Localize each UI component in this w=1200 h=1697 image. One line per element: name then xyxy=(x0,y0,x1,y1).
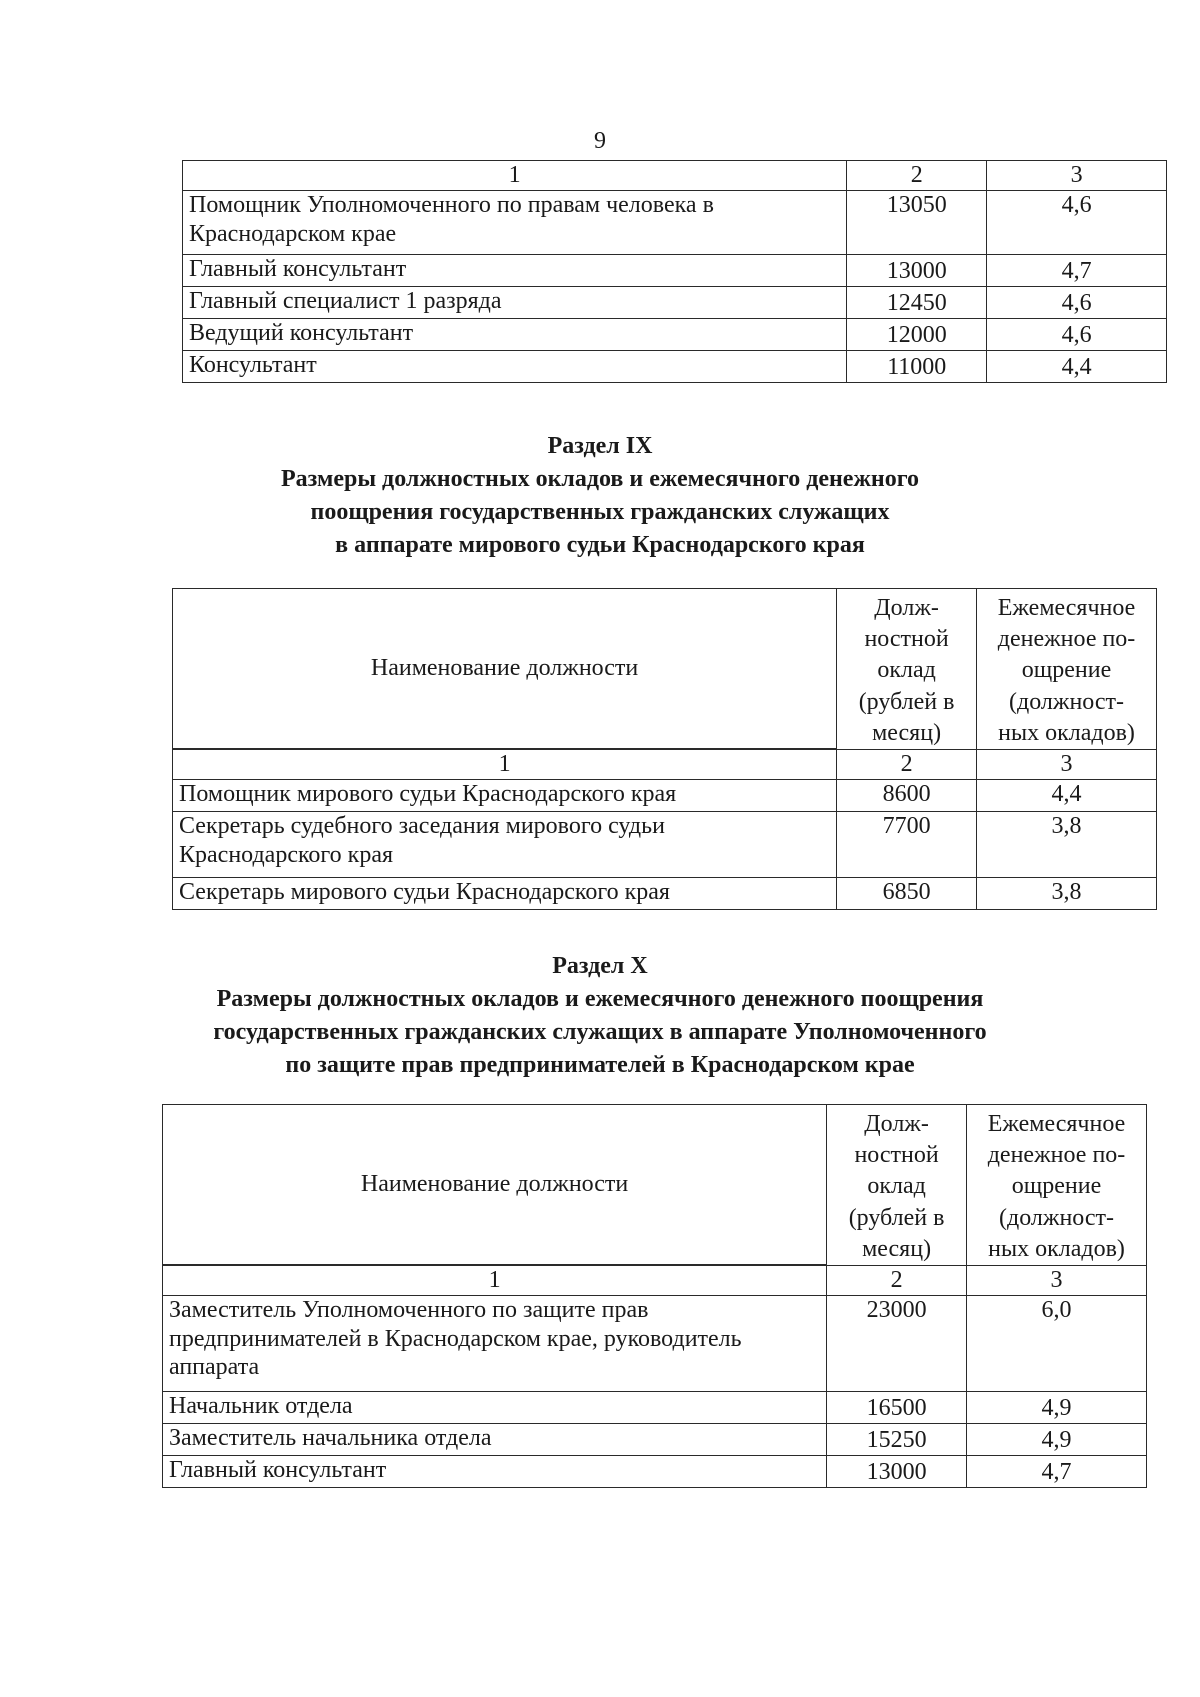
section-title-line: Размеры должностных окладов и ежемесячного денежного поощрения xyxy=(216,986,984,1012)
header-line: (рублей в xyxy=(848,1204,945,1231)
header-bonus xyxy=(967,1105,1147,1266)
header-line: ных окладов) xyxy=(988,1235,1125,1262)
section-9-title xyxy=(0,430,1200,562)
position-name: Секретарь судебного заседания мирового судьи Краснодарского края xyxy=(173,811,837,877)
section-title-line: государственных гражданских служащих в аппарате Уполномоченного xyxy=(213,1019,987,1045)
salary-cell: 12000 xyxy=(847,318,987,350)
bonus-cell: 4,6 xyxy=(987,190,1167,254)
header-line: ощрение xyxy=(1021,657,1112,684)
salary-cell: 16500 xyxy=(827,1391,967,1423)
section-10-title xyxy=(0,950,1200,1082)
column-numbers-row xyxy=(163,1266,1147,1296)
header-line: ощрение xyxy=(1011,1173,1102,1200)
table-continuation xyxy=(182,160,1167,383)
col-number: 1 xyxy=(173,750,837,780)
position-name: Заместитель Уполномоченного по защите прав предпринимателей в Краснодарском крае, руководитель аппарата xyxy=(163,1295,827,1391)
header-line: Долж- xyxy=(864,1111,929,1137)
salary-cell: 12450 xyxy=(847,286,987,318)
position-name: Начальник отдела xyxy=(163,1391,827,1423)
bonus-cell: 4,7 xyxy=(967,1455,1147,1487)
position-name: Главный специалист 1 разряда xyxy=(183,286,847,318)
table-row xyxy=(183,254,1167,286)
header-line: ностной xyxy=(864,626,949,653)
position-name: Главный консультант xyxy=(183,254,847,286)
section-heading: Раздел IX xyxy=(547,433,653,459)
bonus-cell: 3,8 xyxy=(977,877,1157,909)
header-line: (должност- xyxy=(999,1204,1115,1231)
table-row xyxy=(163,1455,1147,1487)
header-line: месяц) xyxy=(872,719,942,746)
bonus-cell: 6,0 xyxy=(967,1295,1147,1391)
section-title-line: Размеры должностных окладов и ежемесячного денежного xyxy=(281,466,919,492)
table-row xyxy=(173,877,1157,909)
header-line: месяц) xyxy=(862,1235,932,1262)
table-row xyxy=(183,350,1167,382)
col-number: 1 xyxy=(183,161,847,191)
column-numbers-row xyxy=(183,161,1167,191)
table-row xyxy=(183,190,1167,254)
col-number: 1 xyxy=(163,1266,827,1296)
section-heading: Раздел X xyxy=(552,953,648,979)
salary-cell: 13000 xyxy=(827,1455,967,1487)
salary-cell: 7700 xyxy=(837,811,977,877)
bonus-cell: 4,6 xyxy=(987,286,1167,318)
bonus-cell: 4,6 xyxy=(987,318,1167,350)
table-row xyxy=(163,1423,1147,1455)
section-title-line: поощрения государственных гражданских служащих xyxy=(310,499,890,525)
header-line: Ежемесячное xyxy=(987,1111,1126,1137)
header-line: (рублей в xyxy=(858,688,955,715)
salary-cell: 11000 xyxy=(847,350,987,382)
salary-cell: 23000 xyxy=(827,1295,967,1391)
position-name: Секретарь мирового судьи Краснодарского края xyxy=(173,877,837,909)
header-line: денежное по- xyxy=(987,1142,1126,1169)
bonus-cell: 4,4 xyxy=(977,779,1157,811)
table-section-9 xyxy=(172,588,1157,910)
table-section-10 xyxy=(162,1104,1147,1488)
position-name: Помощник мирового судьи Краснодарского края xyxy=(173,779,837,811)
header-line: ных окладов) xyxy=(998,719,1135,746)
table-row xyxy=(173,779,1157,811)
header-line: ностной xyxy=(854,1142,939,1169)
header-line: Долж- xyxy=(874,595,939,621)
header-position-name: Наименование должности xyxy=(173,589,837,749)
col-number: 2 xyxy=(837,750,977,780)
header-salary xyxy=(837,589,977,750)
salary-cell: 8600 xyxy=(837,779,977,811)
salary-cell: 13050 xyxy=(847,190,987,254)
bonus-cell: 4,7 xyxy=(987,254,1167,286)
header-row xyxy=(163,1105,1147,1265)
table-row xyxy=(163,1391,1147,1423)
header-line: денежное по- xyxy=(997,626,1136,653)
header-row xyxy=(173,589,1157,749)
section-title-line: по защите прав предпринимателей в Краснодарском крае xyxy=(285,1052,915,1078)
table-row xyxy=(183,318,1167,350)
col-number: 2 xyxy=(847,161,987,191)
header-bonus xyxy=(977,589,1157,750)
table-row xyxy=(163,1295,1147,1391)
salary-cell: 15250 xyxy=(827,1423,967,1455)
col-number: 3 xyxy=(967,1266,1147,1296)
salary-cell: 13000 xyxy=(847,254,987,286)
position-name: Главный консультант xyxy=(163,1455,827,1487)
header-line: Ежемесячное xyxy=(997,595,1136,621)
position-name: Заместитель начальника отдела xyxy=(163,1423,827,1455)
bonus-cell: 4,9 xyxy=(967,1391,1147,1423)
bonus-cell: 4,9 xyxy=(967,1423,1147,1455)
position-name: Помощник Уполномоченного по правам человека в Краснодарском крае xyxy=(183,190,847,254)
page-number: 9 xyxy=(594,128,606,154)
col-number: 3 xyxy=(977,750,1157,780)
header-salary xyxy=(827,1105,967,1266)
col-number: 3 xyxy=(987,161,1167,191)
table-row xyxy=(173,811,1157,877)
section-title-line: в аппарате мирового судьи Краснодарского края xyxy=(335,532,865,558)
col-number: 2 xyxy=(827,1266,967,1296)
table-row xyxy=(183,286,1167,318)
header-line: (должност- xyxy=(1009,688,1125,715)
salary-cell: 6850 xyxy=(837,877,977,909)
position-name: Ведущий консультант xyxy=(183,318,847,350)
position-name: Консультант xyxy=(183,350,847,382)
bonus-cell: 3,8 xyxy=(977,811,1157,877)
header-line: оклад xyxy=(867,1173,926,1200)
column-numbers-row xyxy=(173,750,1157,780)
header-line: оклад xyxy=(877,657,936,684)
bonus-cell: 4,4 xyxy=(987,350,1167,382)
header-position-name: Наименование должности xyxy=(163,1105,827,1265)
